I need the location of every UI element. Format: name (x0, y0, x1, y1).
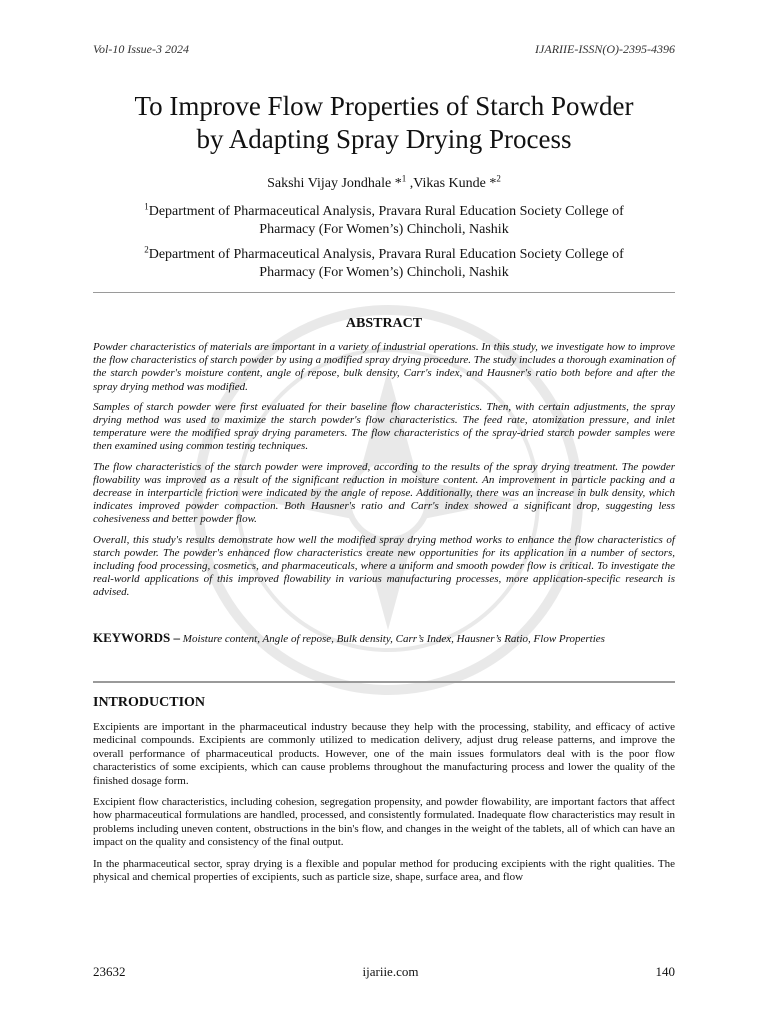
affiliation-1-line-1: Department of Pharmaceutical Analysis, Pravara Rural Education Society College of (148, 204, 624, 219)
author-1-affil-ref: 1 (401, 173, 407, 184)
affiliation-1-line-2: Pharmacy (For Women’s) Chincholi, Nashik (259, 222, 509, 237)
header-issn: IJARIIE-ISSN(O)-2395-4396 (535, 42, 675, 56)
author-2-affil-ref: 2 (496, 173, 501, 184)
running-header (93, 42, 675, 57)
affiliation-1 (93, 203, 675, 239)
affiliation-2-line-1: Department of Pharmaceutical Analysis, Pravara Rural Education Society College of (148, 247, 624, 262)
page-footer (93, 964, 675, 980)
abstract-paragraph: Samples of starch powder were first evaluated for their baseline flow characteristics. Then, with certain adjustments, the spray drying method was used to maximize the starch powder's flow characteristics. The feed rate, atomization pressure, and inlet temperature were the modified spray drying parameters. The flow characteristics of the spray-dried starch powder samples were then examined using common testing techniques. (93, 400, 675, 453)
author-list (93, 173, 675, 192)
footer-site: ijariie.com (362, 964, 419, 979)
footer-paper-id: 23632 (93, 964, 126, 979)
introduction-paragraph: Excipient flow characteristics, including cohesion, segregation propensity, and powder flowability, are important factors that affect how pharmaceutical formulations are handled, processed, and consistently formulated. Inadequate flow characteristics may result in problems including uneven content, obstructions in the bin's flow, and changes in the weight of the tablets, all of which can have an impact on the quality and consistency of the final output. (93, 796, 675, 849)
affiliation-2 (93, 246, 675, 282)
introduction-paragraph: Excipients are important in the pharmaceutical industry because they help with the processing, stability, and efficacy of active medicinal compounds. Excipients are commonly utilized to medication delivery, adjust drug release patterns, and improve the overall performance of pharmaceutical products. However, one of the main issues formulators deal with is the poor flow characteristics of some excipients, which can cause problems throughout the manufacturing process and lower the quality of the finished dosage form. (93, 721, 675, 787)
keywords-block (93, 631, 675, 646)
abstract-heading: ABSTRACT (345, 316, 423, 331)
author-separator: , (406, 176, 414, 191)
abstract-body (93, 341, 675, 607)
introduction-paragraph: In the pharmaceutical sector, spray drying is a flexible and popular method for producing excipients with the right qualities. The physical and chemical properties of excipients, such as particle size, shape, surface area, and flow (93, 857, 675, 884)
separator-rule-middle (93, 681, 675, 683)
author-1-name: Sakshi Vijay Jondhale * (267, 176, 402, 191)
introduction-heading: INTRODUCTION (93, 695, 206, 710)
keywords-label: KEYWORDS – (93, 630, 181, 645)
affiliation-2-line-2: Pharmacy (For Women’s) Chincholi, Nashik (259, 265, 509, 280)
header-volume: Vol-10 Issue-3 2024 (93, 42, 189, 56)
abstract-paragraph: The flow characteristics of the starch powder were improved, according to the results of the spray drying treatment. The powder flowability was improved as a result of the significant reduction in moisture content. An improvement in particle packing and a decrease in interparticle friction were indicated by the angle of repose. Additionally, there was an increase in bulk density, which indicates improved powder compaction. Both Hausner's ratio and Carr's index showed a significant drop, suggesting less cohesiveness and better powder flow. (93, 460, 675, 526)
author-2-name: Vikas Kunde * (413, 176, 497, 191)
introduction-body (93, 721, 675, 892)
title-line-1: To Improve Flow Properties of Starch Powder (134, 91, 634, 121)
abstract-paragraph: Overall, this study's results demonstrate how well the modified spray drying method works to enhance the flow characteristics of starch powder. The powder's enhanced flow characteristics create new opportunities for its application in a number of sectors, including food processing, cosmetics, and pharmaceuticals, where a uniform and smooth powder flow is critical. To investigate the real-world applications of this improved flowability in various manufacturing processes, more application-specific research is advised. (93, 533, 675, 599)
title-line-2: by Adapting Spray Drying Process (196, 124, 572, 154)
footer-page-number: 140 (655, 964, 675, 979)
separator-rule-top (93, 292, 675, 293)
abstract-paragraph: Powder characteristics of materials are important in a variety of industrial operations. In this study, we investigate how to improve the flow characteristics of starch powder by using a modified spray drying procedure. The study includes a thorough examination of the starch powder's moisture content, angle of repose, bulk density, Carr's index, and Hausner's ratio both before and after the spray drying method was modified. (93, 341, 675, 393)
paper-title (60, 90, 708, 156)
affiliation-2-marker: 2 (144, 244, 149, 255)
keywords-text: Moisture content, Angle of repose, Bulk density, Carr’s Index, Hausner’s Ratio, Flow Properties (180, 633, 605, 645)
affiliation-1-marker: 1 (144, 201, 149, 212)
